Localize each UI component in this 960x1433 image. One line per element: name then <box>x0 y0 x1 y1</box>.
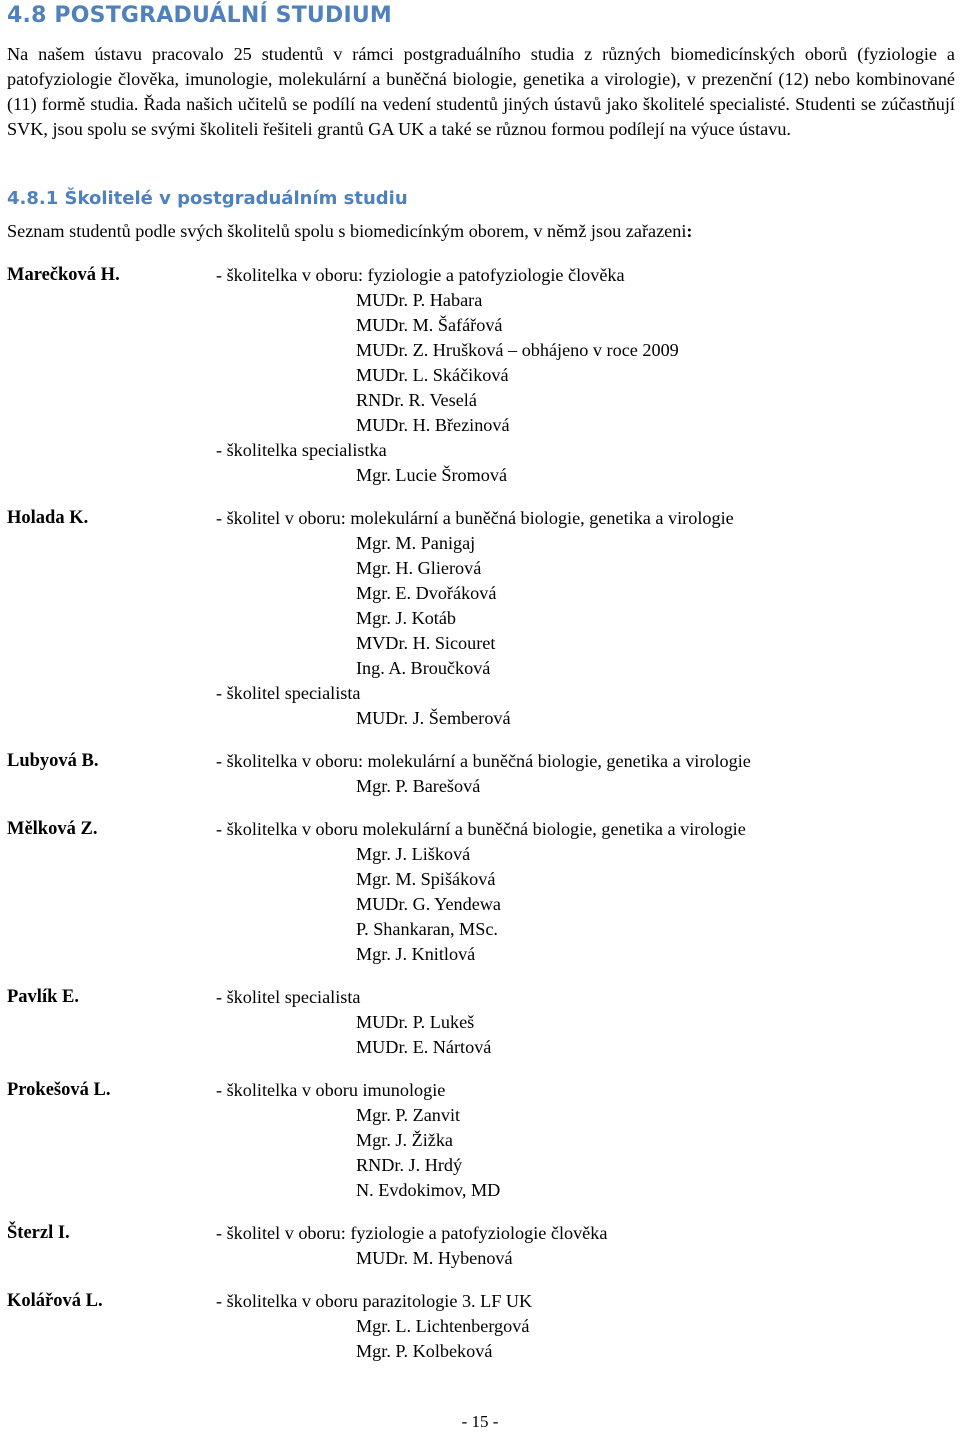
student-name: MUDr. H. Březinová <box>356 415 510 435</box>
student-name: N. Evdokimov, MD <box>356 1180 501 1200</box>
supervisor-name: Šterzl I. <box>7 1223 70 1243</box>
student-name: Mgr. P. Kolbeková <box>356 1341 493 1361</box>
student-name: Mgr. J. Kotáb <box>356 608 457 628</box>
supervisor-role: - školitel v oboru: molekulární a buněčná biologie, genetika a virologie <box>216 508 734 528</box>
section-heading: 4.8 POSTGRADUÁLNÍ STUDIUM <box>7 3 393 28</box>
student-name: RNDr. J. Hrdý <box>356 1155 463 1175</box>
student-name: MUDr. J. Šemberová <box>356 708 511 728</box>
supervisor-roles <box>216 1289 532 1364</box>
intro-paragraph: Na našem ústavu pracovalo 25 studentů v rámci postgraduálního studia z různých biomedicínských oborů (fyziologie a patofyziologie člověka, imunologie, molekulární a buněčná biologie, genetika a virologie), v prezenční (12) nebo kombinované (11) formě studia. Řada našich učitelů se podílí na vedení studentů jiných ústavů jako školitelé specialisté. Studenti se zúčastňují SVK, jsou spolu se svými školiteli řešiteli grantů GA UK a také se různou formou podílejí na výuce ústavu. <box>7 44 955 139</box>
supervisor-roles <box>216 263 679 488</box>
student-name: MVDr. H. Sicouret <box>356 633 496 653</box>
supervisor-roles <box>216 1221 607 1271</box>
supervisor-roles <box>216 817 746 967</box>
supervisor-name: Mělková Z. <box>7 819 98 839</box>
subsection-intro <box>7 221 692 242</box>
student-name: Mgr. J. Lišková <box>356 844 471 864</box>
student-name: Mgr. J. Knitlová <box>356 944 476 964</box>
supervisor-name: Kolářová L. <box>7 1291 103 1311</box>
student-name: P. Shankaran, MSc. <box>356 919 498 939</box>
student-name: MUDr. L. Skáčiková <box>356 365 509 385</box>
student-name: Mgr. L. Lichtenbergová <box>356 1316 530 1336</box>
student-name: Ing. A. Broučková <box>356 658 491 678</box>
student-name: Mgr. M. Panigaj <box>356 533 476 553</box>
supervisor-role: - školitel specialista <box>216 683 361 703</box>
student-name: MUDr. M. Šafářová <box>356 315 503 335</box>
supervisor-roles <box>216 506 734 731</box>
supervisor-role: - školitelka v oboru: fyziologie a patofyziologie člověka <box>216 265 625 285</box>
student-name: RNDr. R. Veselá <box>356 390 477 410</box>
subsection-intro-colon: : <box>686 221 693 241</box>
supervisor-role: - školitelka specialistka <box>216 440 387 460</box>
supervisor-roles <box>216 749 751 799</box>
student-name: MUDr. E. Nártová <box>356 1037 492 1057</box>
subsection-heading: 4.8.1 Školitelé v postgraduálním studiu <box>7 188 408 209</box>
supervisor-roles <box>216 985 491 1060</box>
student-name: Mgr. E. Dvořáková <box>356 583 497 603</box>
student-name: MUDr. M. Hybenová <box>356 1248 513 1268</box>
supervisor-name: Pavlík E. <box>7 987 79 1007</box>
student-name: MUDr. P. Habara <box>356 290 483 310</box>
supervisor-name: Holada K. <box>7 508 89 528</box>
supervisor-name: Lubyová B. <box>7 751 99 771</box>
page-number: - 15 - <box>461 1412 499 1431</box>
student-name: Mgr. J. Žižka <box>356 1130 453 1150</box>
supervisor-role: - školitel v oboru: fyziologie a patofyziologie člověka <box>216 1223 608 1243</box>
student-name: Mgr. Lucie Šromová <box>356 465 508 485</box>
supervisor-name: Prokešová L. <box>7 1080 111 1100</box>
student-name: MUDr. P. Lukeš <box>356 1012 475 1032</box>
student-name: Mgr. M. Spišáková <box>356 869 496 889</box>
student-name: Mgr. H. Glierová <box>356 558 482 578</box>
student-name: MUDr. G. Yendewa <box>356 894 501 914</box>
subsection-intro-text: Seznam studentů podle svých školitelů spolu s biomedicínkým oborem, v němž jsou zařazeni <box>7 221 687 241</box>
supervisor-role: - školitelka v oboru molekulární a buněčná biologie, genetika a virologie <box>216 819 746 839</box>
supervisor-role: - školitelka v oboru: molekulární a buněčná biologie, genetika a virologie <box>216 751 751 771</box>
student-name: Mgr. P. Zanvit <box>356 1105 461 1125</box>
supervisor-role: - školitelka v oboru parazitologie 3. LF UK <box>216 1291 533 1311</box>
student-name: MUDr. Z. Hrušková – obhájeno v roce 2009 <box>356 340 679 360</box>
supervisor-roles <box>216 1078 500 1203</box>
supervisor-role: - školitel specialista <box>216 987 361 1007</box>
supervisor-name: Marečková H. <box>7 265 120 285</box>
supervisor-role: - školitelka v oboru imunologie <box>216 1080 446 1100</box>
student-name: Mgr. P. Barešová <box>356 776 481 796</box>
